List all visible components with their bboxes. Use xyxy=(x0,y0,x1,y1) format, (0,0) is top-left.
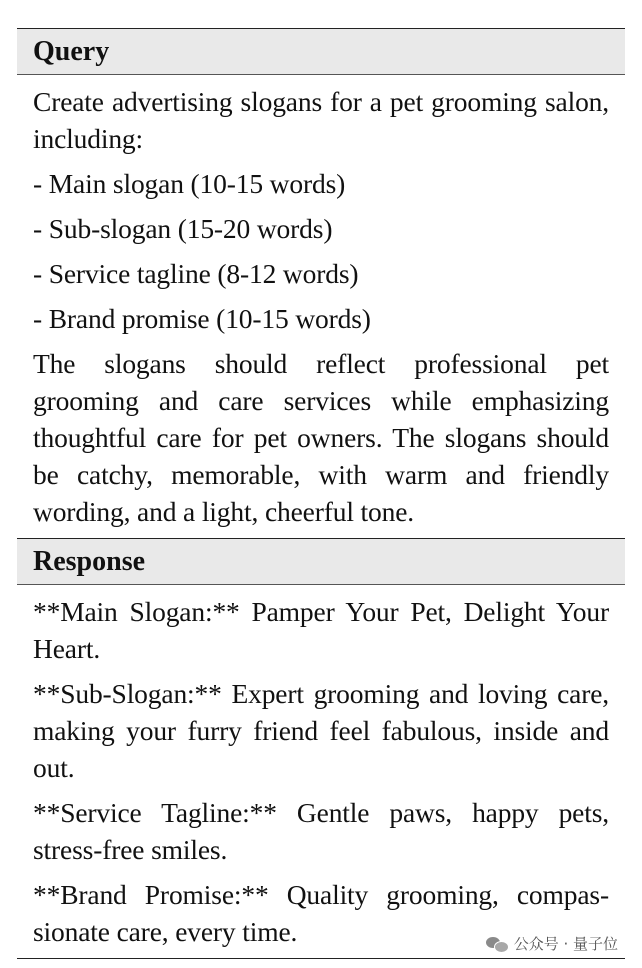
response-service-tagline: **Service Tagline:** Gentle paws, happy pets, stress-free smiles. xyxy=(33,797,609,865)
wechat-icon xyxy=(486,935,508,953)
query-section xyxy=(17,75,625,539)
response-header-label: Response xyxy=(33,545,146,577)
watermark xyxy=(482,931,622,956)
query-header-label: Query xyxy=(33,35,110,67)
watermark-text: 公众号 · 量子位 xyxy=(513,935,618,953)
query-response-table xyxy=(17,28,625,959)
query-header xyxy=(17,29,625,75)
query-item-brand-promise: - Brand promise (10-15 words) xyxy=(33,303,371,334)
query-item-service-tagline: - Service tagline (8-12 words) xyxy=(33,258,359,289)
response-brand-promise: **Brand Promise:** Quality grooming, compas-sionate care, every time. xyxy=(33,879,609,947)
query-closing: The slogans should reflect professional pet grooming and care services while emphasizing thoughtful care for pet owners. The slogans should be catchy, memorable, with warm and friendly wording, and a light, cheerful tone. xyxy=(33,348,609,527)
query-intro: Create advertising slogans for a pet grooming salon, including: xyxy=(33,86,609,154)
response-main-slogan: **Main Slogan:** Pamper Your Pet, Delight Your Heart. xyxy=(33,596,609,664)
response-sub-slogan: **Sub-Slogan:** Expert grooming and loving care, making your furry friend feel fabulous, inside and out. xyxy=(33,678,609,783)
query-item-sub-slogan: - Sub-slogan (15-20 words) xyxy=(33,213,333,244)
response-section xyxy=(17,585,625,959)
query-item-main-slogan: - Main slogan (10-15 words) xyxy=(33,168,346,199)
response-header xyxy=(17,539,625,585)
